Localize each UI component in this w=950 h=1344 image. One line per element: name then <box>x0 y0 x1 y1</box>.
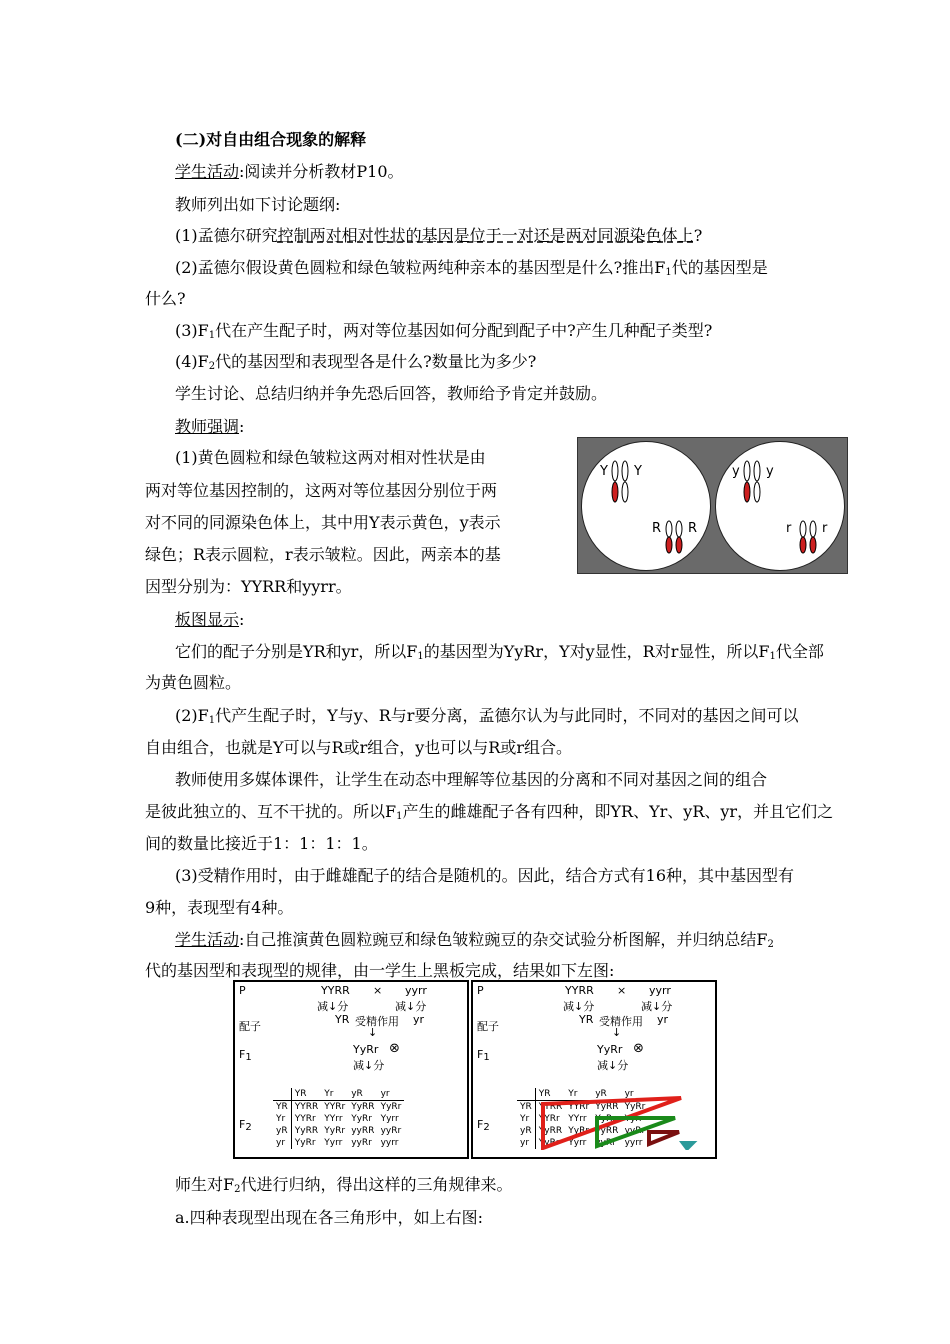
genotype-cell: YyRr <box>294 1138 316 1148</box>
genotype-cell: YyRr <box>380 1102 402 1112</box>
gene-label: r <box>786 521 792 536</box>
point2-line1 <box>175 706 798 731</box>
gene-label: R <box>652 521 662 536</box>
genotype-cell: YyRr <box>568 1126 590 1136</box>
point1-line3: 对不同的同源染色体上，其中用Y表示黄色，y表示 <box>145 513 501 532</box>
parent1-genotype: YYRR <box>321 984 350 997</box>
student-discuss: 学生讨论、总结归纳并争先恐后回答，教师给予肯定并鼓励。 <box>175 384 608 403</box>
arrow-down-icon: ↓ <box>368 1026 378 1039</box>
student-activity-2-label: 学生活动 <box>175 930 240 949</box>
punnett-header-row <box>273 1088 404 1101</box>
genotype-cell: Yyrr <box>568 1138 587 1148</box>
self-cross-icon: ⊗ <box>389 1041 400 1056</box>
cross-symbol: × <box>373 984 383 997</box>
q4-sub: 2 <box>208 361 216 372</box>
meiosis-label: 减↓分 <box>641 1000 673 1013</box>
multimedia-line3: 间的数量比接近于1：1：1：1。 <box>145 834 378 853</box>
meiosis-label: 减↓分 <box>353 1059 385 1072</box>
genotype-cell: yyRr <box>624 1126 646 1136</box>
mm-b: 产生的雌雄配子各有四种，即YR、Yr、yR、yr，并且它们之 <box>402 802 834 821</box>
gamete-label: 配子 <box>239 1020 261 1033</box>
gamete-row-header: yr <box>273 1137 291 1149</box>
genotype-cell: YYRR <box>294 1102 319 1112</box>
chromosome-pair-icon <box>740 460 764 504</box>
summary-a: 师生对F <box>175 1175 235 1194</box>
q1-prefix: (1)孟德尔研究 <box>175 226 278 245</box>
gamete-row-header: Yr <box>273 1113 291 1125</box>
cross-diagram-left <box>233 980 469 1159</box>
genotype-cell: yyRr <box>595 1138 616 1148</box>
student-activity-text: :阅读并分析教材P10。 <box>239 162 404 181</box>
genotype-cell: YyRr <box>324 1126 346 1136</box>
gamete-1: YR <box>579 1013 594 1026</box>
genotype-cell: Yyrr <box>624 1114 643 1124</box>
teacher-emphasis-label: 教师强调 <box>175 417 240 436</box>
meiosis-label: 减↓分 <box>317 1000 349 1013</box>
point2-line2: 自由组合，也就是Y可以与R或r组合，y也可以与R或r组合。 <box>145 738 572 757</box>
f1-label: F1 <box>477 1048 490 1063</box>
student-activity-2-line2: 代的基因型和表现型的规律，由一学生上黑板完成，结果如下左图: <box>145 961 615 980</box>
q2-b: 代的基因型是 <box>671 258 768 277</box>
gamete-row-header: yR <box>273 1125 291 1137</box>
teacher-lists: 教师列出如下讨论题纲: <box>175 195 341 214</box>
arrow-down-icon: ↓ <box>612 1026 622 1039</box>
point1-line1: (1)黄色圆粒和绿色皱粒这两对相对性状是由 <box>175 448 486 467</box>
para-gametes-line1 <box>175 642 824 667</box>
gamete-row-header: yr <box>517 1137 535 1149</box>
chromosome-pair-icon <box>608 460 632 504</box>
f2-label: F2 <box>477 1118 490 1133</box>
pg-b: 的基因型为YyRr，Y对y显性，R对r显性，所以F <box>423 642 770 661</box>
summary-b: 代进行归纳，得出这样的三角规律来。 <box>240 1175 513 1194</box>
gamete-row-header: YR <box>273 1101 291 1114</box>
cell-circle-right <box>715 441 845 571</box>
board-display-label: 板图显示 <box>175 610 240 629</box>
meiosis-label: 减↓分 <box>395 1000 427 1013</box>
pg-c: 代全部 <box>775 642 824 661</box>
genotype-cell: YYRr <box>324 1102 346 1112</box>
cross-diagram-right <box>471 980 717 1159</box>
gamete-1: YR <box>335 1013 350 1026</box>
punnett-square-left <box>273 1088 404 1149</box>
gene-label: Y <box>600 464 608 479</box>
genotype-cell: Yyrr <box>380 1114 399 1124</box>
point1-line4: 绿色；R表示圆粒，r表示皱粒。因此，两亲本的基 <box>145 545 501 564</box>
genotype-cell: YYRr <box>538 1114 560 1124</box>
mm-a: 是彼此独立的、互不干扰的。所以F <box>145 802 397 821</box>
p2-a: (2)F <box>175 706 209 725</box>
point3-line2: 9种，表现型有4种。 <box>145 898 294 917</box>
genotype-cell: YyRR <box>294 1126 319 1136</box>
punnett-row <box>273 1101 404 1114</box>
sa2-sub: 2 <box>767 939 774 950</box>
gamete-column-header: yr <box>378 1088 405 1101</box>
pg-s2: 1 <box>769 651 776 662</box>
board-display <box>175 610 244 630</box>
genotype-cell: YyRr <box>595 1114 617 1124</box>
genotype-cell: YyRR <box>538 1126 563 1136</box>
q2-sub: 1 <box>665 267 672 278</box>
question-2-line2: 什么? <box>145 289 186 308</box>
genotype-cell: Yyrr <box>324 1138 343 1148</box>
point1-line2: 两对等位基因控制的，这两对等位基因分别位于两 <box>145 481 498 500</box>
gamete-column-header: Yr <box>321 1088 348 1101</box>
cross-symbol: × <box>617 984 627 997</box>
genotype-cell: yyRr <box>351 1138 372 1148</box>
genotype-cell: YYRr <box>568 1102 590 1112</box>
multimedia-line1: 教师使用多媒体课件，让学生在动态中理解等位基因的分离和不同对基因之间的组合 <box>175 770 768 789</box>
parent2-genotype: yyrr <box>649 984 671 997</box>
q3-b: 代在产生配子时，两对等位基因如何分配到配子中?产生几种配子类型? <box>215 321 713 340</box>
q2-a: (2)孟德尔假设黄色圆粒和绿色皱粒两纯种亲本的基因型是什么?推出F <box>175 258 666 277</box>
genotype-cell: YyRr <box>351 1114 373 1124</box>
multimedia-line2 <box>145 802 833 827</box>
student-activity-2-line1 <box>175 930 774 955</box>
gamete-column-header: yR <box>592 1088 621 1101</box>
parent1-genotype: YYRR <box>565 984 594 997</box>
mm-s: 1 <box>396 811 403 822</box>
teacher-emphasis <box>175 417 244 437</box>
sa2-l1: :自己推演黄色圆粒豌豆和绿色皱粒豌豆的杂交试验分析图解，并归纳总结F <box>239 930 768 949</box>
q1-suffix: ? <box>693 226 703 245</box>
student-activity-label: 学生活动 <box>175 162 240 181</box>
question-2-line1 <box>175 258 768 283</box>
gene-label: Y <box>634 464 642 479</box>
question-3 <box>175 321 712 346</box>
p-label: P <box>477 984 484 997</box>
gamete-column-header: yR <box>348 1088 377 1101</box>
gamete-label: 配子 <box>477 1020 499 1033</box>
point1-line5: 因型分别为：YYRR和yyrr。 <box>145 577 352 596</box>
q1-underlined: 控制两对相对性状的基因是位于一对还是两对同源染色体上 <box>277 226 694 245</box>
genotype-cell: YYrr <box>324 1114 343 1124</box>
genotype-cell: yyRr <box>380 1126 402 1136</box>
meiosis-label: 减↓分 <box>597 1059 629 1072</box>
point-a: a.四种表现型出现在各三角形中，如上右图: <box>175 1208 484 1227</box>
genotype-cell: YYrr <box>568 1114 587 1124</box>
genotype-cell: yyRR <box>595 1126 619 1136</box>
chromosome-pair-icon <box>796 520 820 554</box>
genotype-cell: yyrr <box>380 1138 399 1148</box>
genotype-cell: YyRr <box>624 1102 646 1112</box>
genotype-cell: YyRR <box>351 1102 375 1112</box>
f1-genotype: YyRr <box>597 1043 623 1056</box>
fertilization-label: 受精作用 <box>355 1015 399 1028</box>
genotype-cell: YYRR <box>538 1102 563 1112</box>
gene-label: y <box>732 464 740 479</box>
cell-circle-left <box>581 441 711 571</box>
f1-genotype: YyRr <box>353 1043 379 1056</box>
q3-a: (3)F <box>175 321 209 340</box>
question-4 <box>175 352 536 377</box>
genotype-cell: yyRR <box>351 1126 375 1136</box>
genotype-cell: YyRR <box>595 1102 619 1112</box>
gamete-2: yr <box>413 1013 425 1026</box>
punnett-row <box>273 1137 404 1149</box>
para-gametes-line2: 为黄色圆粒。 <box>145 673 242 692</box>
q4-b: 代的基因型和表现型各是什么?数量比为多少? <box>215 352 537 371</box>
gamete-column-header: YR <box>291 1088 321 1101</box>
punnett-corner <box>273 1088 291 1101</box>
genotype-cell: YyRr <box>538 1138 560 1148</box>
triangle-overlay <box>517 1088 713 1150</box>
gamete-column-header: YR <box>535 1088 565 1101</box>
punnett-row <box>273 1125 404 1137</box>
genotype-cell: yyrr <box>624 1138 643 1148</box>
board-display-colon: : <box>239 610 245 629</box>
gene-label: r <box>822 521 828 536</box>
gamete-column-header: Yr <box>565 1088 592 1101</box>
parent2-genotype: yyrr <box>405 984 427 997</box>
gene-label: y <box>766 464 774 479</box>
pg-s1: 1 <box>417 651 424 662</box>
gamete-column-header: yr <box>622 1088 649 1101</box>
punnett-row <box>273 1113 404 1125</box>
self-cross-icon: ⊗ <box>633 1041 644 1056</box>
section-title: (二)对自由组合现象的解释 <box>175 130 367 149</box>
gene-label: R <box>688 521 698 536</box>
teacher-emphasis-colon: : <box>239 417 245 436</box>
gamete-row-header: yR <box>517 1125 535 1137</box>
p-label: P <box>239 984 246 997</box>
gamete-row-header: YR <box>517 1101 535 1114</box>
summary <box>175 1175 513 1200</box>
genotype-cell: YYRr <box>294 1114 316 1124</box>
chromosome-pair-icon <box>662 520 686 554</box>
summary-sub: 2 <box>234 1184 241 1195</box>
student-activity-1 <box>175 162 404 182</box>
question-1 <box>175 226 702 246</box>
gamete-row-header: Yr <box>517 1113 535 1125</box>
point3-line1: (3)受精作用时，由于雌雄配子的结合是随机的。因此，结合方式有16种，其中基因型有 <box>175 866 795 885</box>
gamete-2: yr <box>657 1013 669 1026</box>
meiosis-label: 减↓分 <box>563 1000 595 1013</box>
pg-a: 它们的配子分别是YR和yr，所以F <box>175 642 418 661</box>
q3-sub: 1 <box>208 330 216 341</box>
fertilization-label: 受精作用 <box>599 1015 643 1028</box>
f2-label: F2 <box>239 1118 252 1133</box>
p2-s: 1 <box>208 715 216 726</box>
p2-b: 代产生配子时，Y与y、R与r要分离，孟德尔认为与此同时，不同对的基因之间可以 <box>215 706 799 725</box>
chromosome-figure <box>577 437 848 574</box>
f1-label: F1 <box>239 1048 252 1063</box>
q4-a: (4)F <box>175 352 209 371</box>
